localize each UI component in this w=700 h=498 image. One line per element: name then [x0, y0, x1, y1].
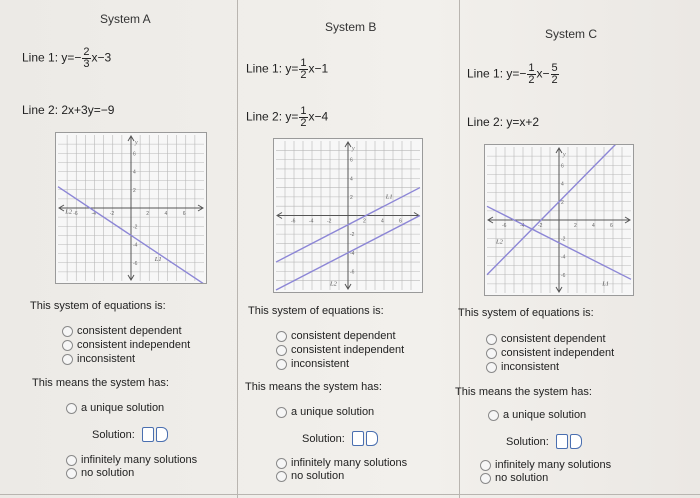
radio-button[interactable]: [276, 359, 287, 370]
radio-button[interactable]: [66, 455, 77, 466]
y-tick-label: 4: [561, 181, 564, 188]
line-1-equation: [467, 63, 560, 86]
x-tick-label: 2: [363, 218, 366, 225]
option-consistent-dependent[interactable]: [276, 330, 396, 342]
radio-button[interactable]: [486, 348, 497, 359]
radio-button[interactable]: [276, 471, 287, 482]
denominator: 2: [528, 74, 535, 86]
x-tick-label: -6: [291, 218, 296, 225]
denominator: 2: [300, 117, 307, 129]
radio-button[interactable]: [276, 345, 287, 356]
x-tick-label: 4: [381, 218, 384, 225]
option-label: consistent dependent: [77, 325, 182, 337]
option-infinitely-many[interactable]: [276, 457, 407, 469]
solution-label: Solution:: [92, 428, 135, 441]
option-label: infinitely many solutions: [81, 454, 198, 466]
means-label: This means the system has:: [32, 377, 169, 389]
option-consistent-independent[interactable]: [276, 344, 404, 356]
line-label: L2: [65, 208, 73, 216]
option-label: no solution: [495, 472, 549, 484]
y-tick-label: -2: [133, 224, 138, 231]
x-tick-label: -4: [309, 218, 314, 225]
option-inconsistent[interactable]: [486, 361, 559, 373]
x-tick-label: 2: [146, 211, 150, 217]
system-a-graph: [55, 132, 207, 284]
y-tick-label: 6: [133, 151, 136, 158]
option-no-solution[interactable]: [66, 467, 134, 479]
solution-y-input[interactable]: [570, 434, 582, 449]
option-label: inconsistent: [501, 361, 560, 373]
y-axis-label: y: [135, 140, 138, 146]
y-tick-label: -6: [133, 260, 138, 267]
consistency-question: This system of equations is:: [458, 307, 594, 319]
equation-lhs: y=: [285, 61, 299, 76]
solution-y-input[interactable]: [156, 427, 168, 442]
option-infinitely-many[interactable]: [480, 459, 611, 471]
option-label: consistent dependent: [291, 330, 396, 342]
y-tick-label: -2: [561, 236, 566, 243]
consistency-question: This system of equations is:: [30, 300, 166, 312]
option-no-solution[interactable]: [276, 470, 344, 482]
x-tick-label: 6: [610, 223, 613, 229]
y-tick-label: -4: [350, 250, 355, 257]
x-tick-label: 4: [592, 223, 595, 229]
column-divider: [237, 0, 238, 498]
x-tick-label: 2: [574, 223, 577, 229]
system-title: System B: [325, 20, 377, 34]
solution-label: Solution:: [506, 435, 549, 448]
equation-lhs: y=: [61, 50, 75, 65]
fraction: [527, 63, 535, 86]
option-label: a unique solution: [291, 406, 375, 418]
option-label: consistent dependent: [501, 333, 606, 345]
equation-sign: −: [74, 50, 82, 65]
line-label: L1: [602, 280, 610, 288]
x-tick-label: -6: [73, 211, 78, 217]
line-1-equation: [22, 47, 111, 70]
line-label: Line 2:: [467, 115, 504, 129]
system-title: System A: [100, 12, 151, 26]
radio-button[interactable]: [488, 410, 499, 421]
means-label: This means the system has:: [245, 381, 382, 393]
option-label: consistent independent: [501, 347, 615, 359]
line-label: Line 1:: [246, 61, 283, 76]
option-unique-solution[interactable]: [488, 409, 586, 421]
y-tick-label: 2: [133, 187, 136, 194]
option-consistent-independent[interactable]: [62, 339, 190, 351]
equation-rest: x−1: [308, 61, 329, 76]
denominator: 2: [300, 69, 307, 81]
option-label: inconsistent: [77, 353, 136, 365]
x-tick-label: 4: [164, 211, 168, 217]
y-tick-label: 2: [350, 194, 353, 201]
y-axis-label: y: [563, 152, 566, 158]
equation-text: y=x+2: [506, 115, 540, 129]
line-label: Line 2:: [246, 109, 283, 124]
option-no-solution[interactable]: [480, 472, 548, 484]
line-label: Line 1:: [22, 50, 59, 65]
line-2-equation: [246, 106, 328, 129]
bottom-divider: [0, 494, 700, 495]
solution-entry: [302, 431, 378, 446]
solution-entry: [506, 434, 582, 449]
equation-text: 2x+3y=−9: [61, 103, 115, 117]
line-label: Line 2:: [22, 103, 59, 117]
y-tick-label: -6: [561, 272, 566, 279]
option-unique-solution[interactable]: [276, 406, 374, 418]
consistency-question: This system of equations is:: [248, 305, 384, 317]
solution-x-input[interactable]: [142, 427, 154, 442]
y-axis-label: y: [352, 146, 355, 152]
denominator: 3: [83, 58, 90, 70]
equation-sign: −: [519, 66, 527, 81]
solution-label: Solution:: [302, 432, 345, 445]
option-infinitely-many[interactable]: [66, 454, 197, 466]
fraction: [299, 58, 307, 81]
y-tick-label: -2: [350, 232, 355, 239]
radio-button[interactable]: [480, 473, 491, 484]
x-tick-label: -2: [327, 218, 332, 225]
system-c-graph: [484, 144, 634, 296]
x-tick-label: -4: [91, 211, 96, 217]
option-label: a unique solution: [81, 402, 165, 414]
option-consistent-independent[interactable]: [486, 347, 614, 359]
radio-button[interactable]: [276, 458, 287, 469]
solution-x-input[interactable]: [352, 431, 364, 446]
option-label: inconsistent: [291, 358, 350, 370]
x-tick-label: -4: [520, 223, 525, 229]
option-consistent-dependent[interactable]: [486, 333, 606, 345]
equation-rest: x−3: [91, 50, 112, 65]
y-tick-label: -4: [561, 254, 566, 261]
y-tick-label: 4: [133, 169, 136, 176]
fraction: [82, 47, 90, 70]
solution-x-input[interactable]: [556, 434, 568, 449]
radio-button[interactable]: [276, 407, 287, 418]
y-tick-label: 2: [561, 199, 564, 206]
denominator: 2: [551, 74, 558, 86]
line-2-equation: [22, 103, 114, 117]
radio-button[interactable]: [480, 460, 491, 471]
fraction: [299, 106, 307, 129]
line-label: L2: [330, 280, 337, 288]
x-tick-label: 6: [399, 218, 402, 225]
option-inconsistent[interactable]: [62, 353, 135, 365]
line-label: L2: [496, 238, 503, 246]
means-label: This means the system has:: [455, 386, 592, 398]
radio-button[interactable]: [276, 331, 287, 342]
x-tick-label: -2: [109, 211, 115, 217]
option-label: consistent independent: [291, 344, 405, 356]
system-b-graph: [273, 138, 423, 293]
radio-button[interactable]: [62, 354, 73, 365]
radio-button[interactable]: [62, 340, 73, 351]
option-label: infinitely many solutions: [291, 457, 408, 469]
radio-button[interactable]: [66, 468, 77, 479]
radio-button[interactable]: [66, 403, 77, 414]
numerator: 5: [551, 62, 558, 74]
equation-rest: x−4: [308, 109, 329, 124]
y-tick-label: 6: [350, 157, 353, 164]
solution-entry: [92, 427, 168, 442]
option-label: no solution: [291, 470, 345, 482]
equation-lhs: y=: [506, 66, 520, 81]
y-tick-label: -4: [133, 242, 138, 249]
line-label: Line 1:: [467, 66, 504, 81]
line-label: L1: [385, 193, 393, 201]
column-divider: [459, 0, 460, 498]
x-tick-label: -6: [502, 223, 507, 229]
x-tick-label: -2: [538, 223, 543, 229]
option-label: a unique solution: [503, 409, 587, 421]
equation-lhs: y=: [285, 109, 299, 124]
numerator: 1: [528, 62, 535, 74]
y-tick-label: 4: [350, 176, 353, 183]
option-unique-solution[interactable]: [66, 402, 164, 414]
numerator: 2: [83, 46, 90, 58]
radio-button[interactable]: [486, 362, 497, 373]
line-1-equation: [246, 58, 328, 81]
option-consistent-dependent[interactable]: [62, 325, 182, 337]
line-label: L1: [154, 255, 162, 263]
option-label: no solution: [81, 467, 135, 479]
line-2-equation: [467, 115, 539, 129]
numerator: 1: [300, 105, 307, 117]
x-tick-label: 6: [182, 211, 186, 217]
y-tick-label: -6: [350, 269, 355, 276]
numerator: 1: [300, 57, 307, 69]
y-tick-label: 6: [561, 163, 564, 170]
option-inconsistent[interactable]: [276, 358, 349, 370]
solution-y-input[interactable]: [366, 431, 378, 446]
radio-button[interactable]: [486, 334, 497, 345]
system-title: System C: [545, 27, 598, 41]
equation-mid: x−: [536, 66, 550, 81]
option-label: consistent independent: [77, 339, 191, 351]
fraction: [551, 63, 559, 86]
option-label: infinitely many solutions: [495, 459, 612, 471]
radio-button[interactable]: [62, 326, 73, 337]
